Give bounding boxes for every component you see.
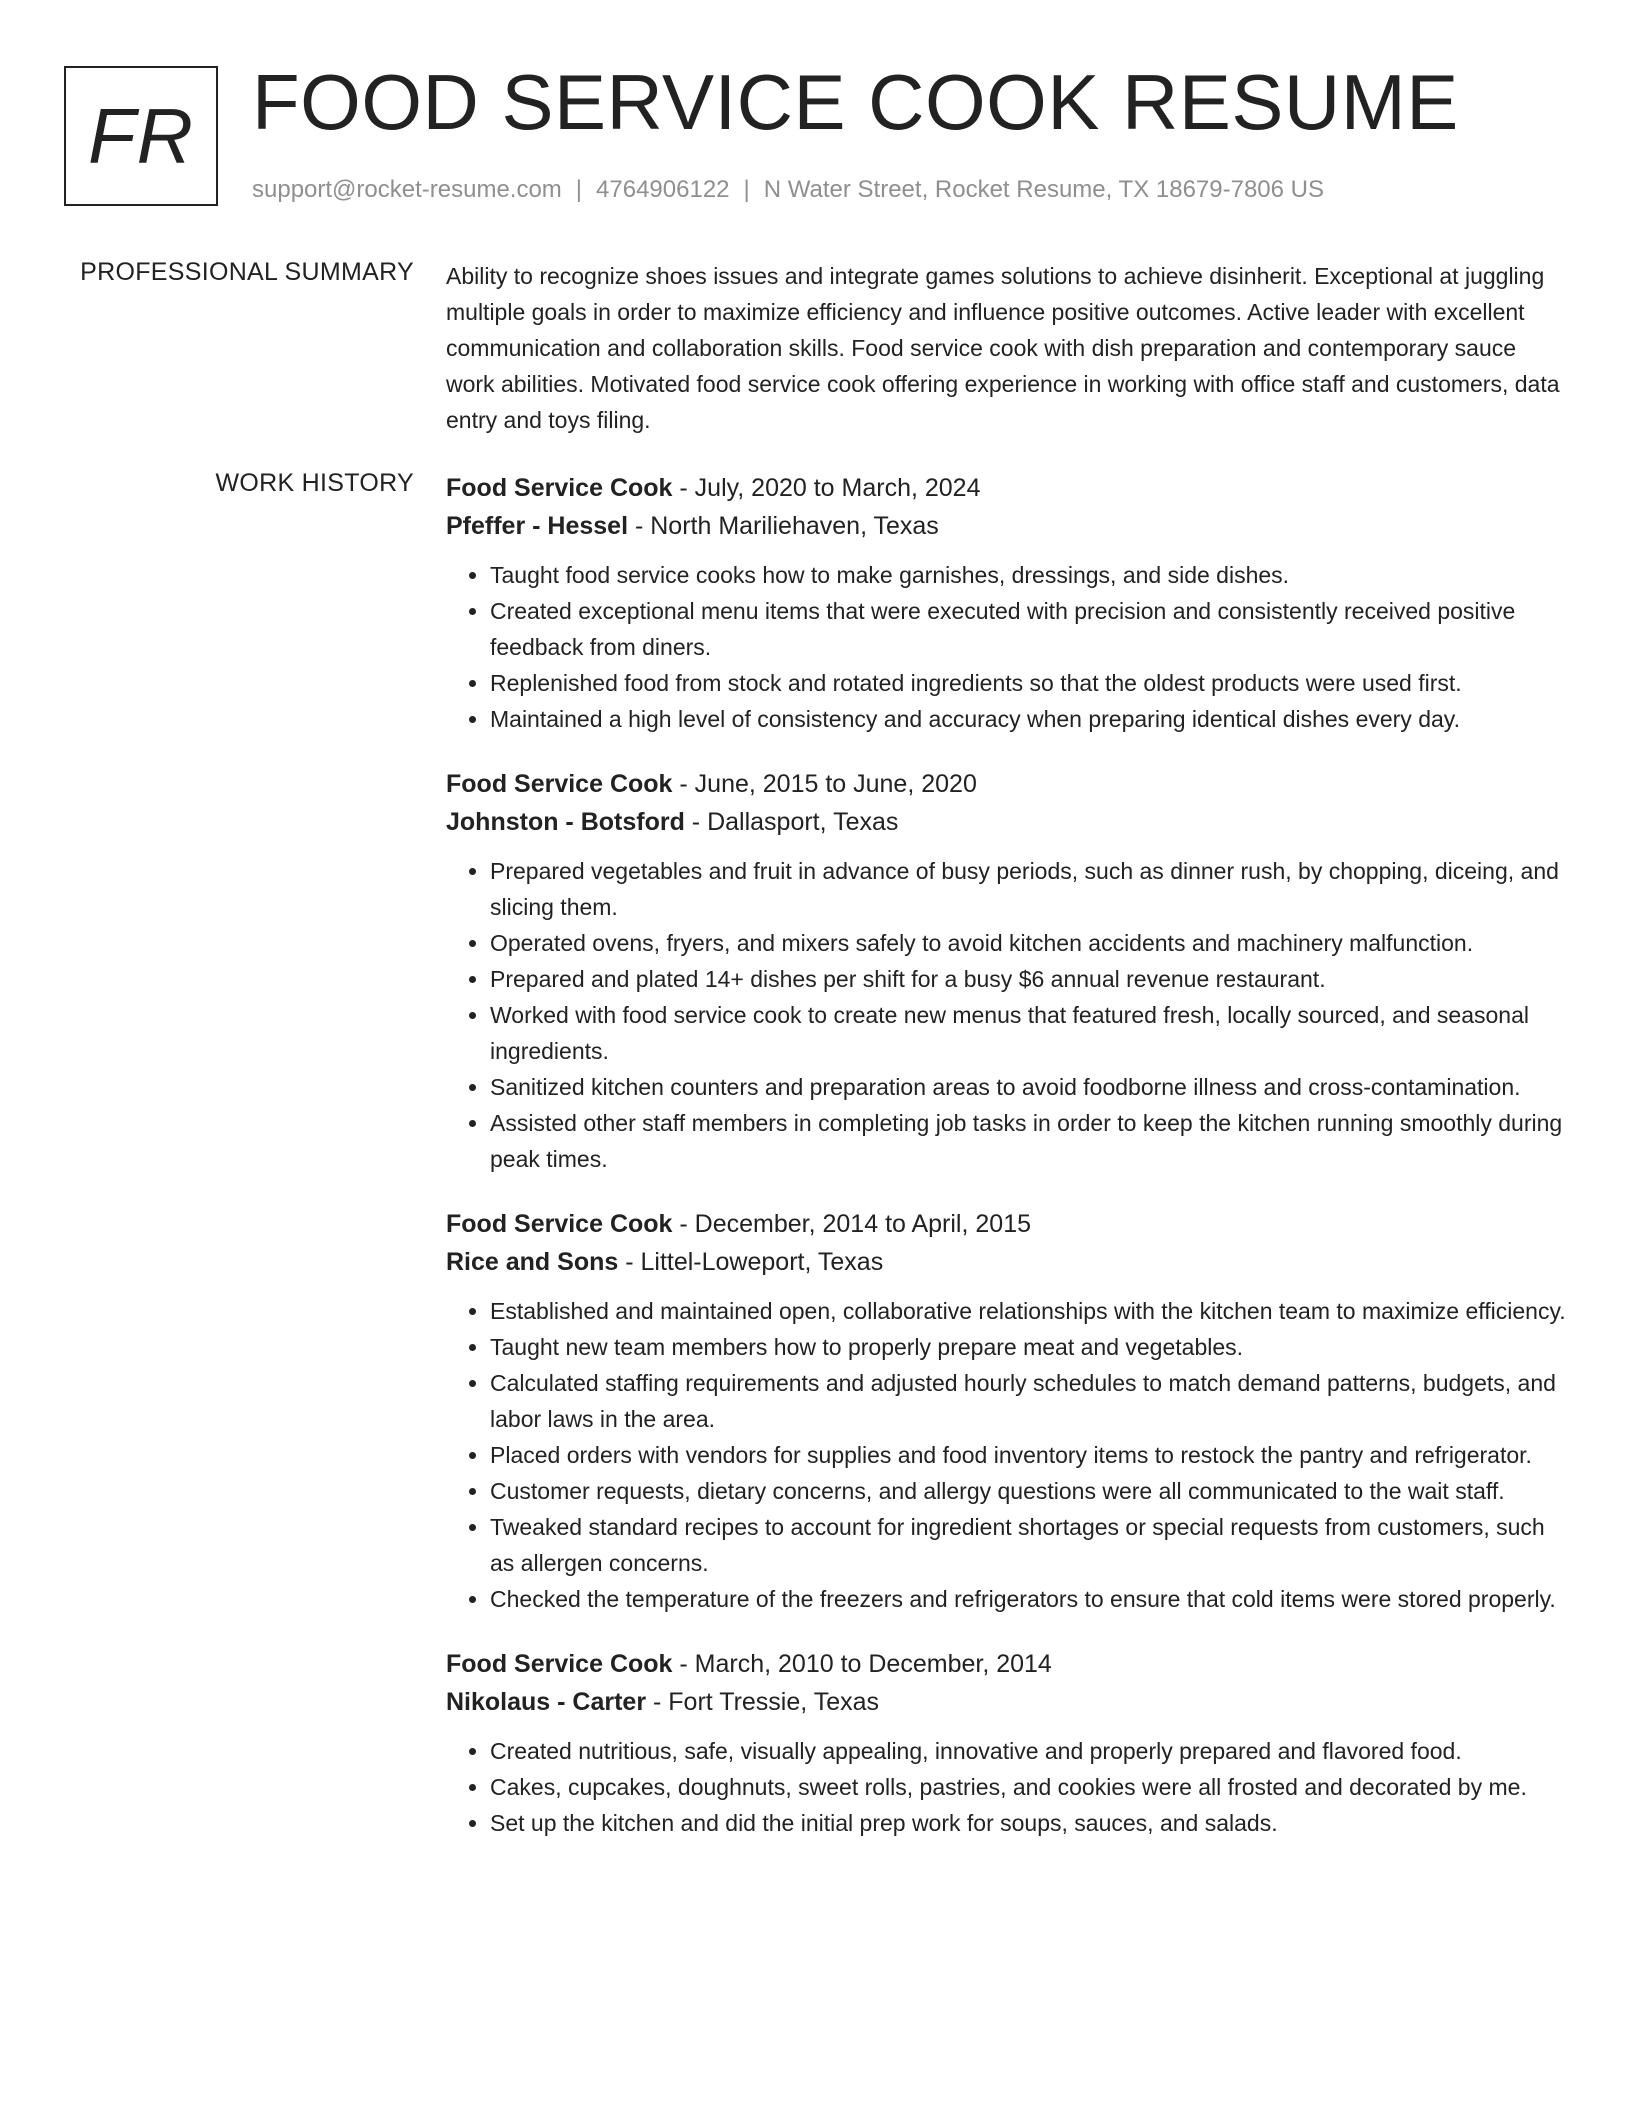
- job-bullet: • Replenished food from stock and rotated ingredients so that the oldest products were used first.: [490, 665, 1566, 701]
- contact-line: [252, 176, 1324, 204]
- job-title: Food Service Cook: [446, 1210, 673, 1238]
- job-company-line: [446, 803, 1566, 841]
- job-company: Rice and Sons: [446, 1248, 619, 1276]
- job-company-line: [446, 1683, 1566, 1721]
- job-title-line: [446, 1205, 1566, 1243]
- job-bullet: • Tweaked standard recipes to account for ingredient shortages or special requests from customers, such as allergen concerns.: [490, 1509, 1566, 1581]
- job-bullet: • Maintained a high level of consistency and accuracy when preparing identical dishes every day.: [490, 701, 1566, 737]
- contact-phone: 4764906122: [596, 176, 730, 203]
- monogram-badge: [64, 66, 218, 206]
- job-entry: [446, 1205, 1566, 1617]
- job-dates: - June, 2015 to June, 2020: [672, 770, 977, 798]
- job-company: Pfeffer - Hessel: [446, 512, 629, 540]
- job-bullet: • Customer requests, dietary concerns, and allergy questions were all communicated to the wait staff.: [490, 1473, 1566, 1509]
- job-bullet: • Sanitized kitchen counters and preparation areas to avoid foodborne illness and cross-contamination.: [490, 1069, 1566, 1105]
- section-label-work-history: WORK HISTORY: [215, 469, 414, 497]
- contact-separator: |: [575, 176, 583, 203]
- job-dates: - March, 2010 to December, 2014: [672, 1650, 1052, 1678]
- job-company-line: [446, 1243, 1566, 1281]
- job-bullet: • Prepared vegetables and fruit in advance of busy periods, such as dinner rush, by chopping, diceing, and slicing them.: [490, 853, 1566, 925]
- contact-address: N Water Street, Rocket Resume, TX 18679-7806 US: [763, 176, 1324, 203]
- job-bullet: • Assisted other staff members in completing job tasks in order to keep the kitchen running smoothly during peak times.: [490, 1105, 1566, 1177]
- job-bullet-list: [446, 1293, 1566, 1617]
- job-bullet: • Created nutritious, safe, visually appealing, innovative and properly prepared and flavored food.: [490, 1733, 1566, 1769]
- job-company: Johnston - Botsford: [446, 808, 685, 836]
- job-bullet: • Operated ovens, fryers, and mixers safely to avoid kitchen accidents and machinery malfunction.: [490, 925, 1566, 961]
- job-location: - Littel-Loweport, Texas: [618, 1248, 884, 1276]
- job-title-line: [446, 765, 1566, 803]
- job-dates: - July, 2020 to March, 2024: [672, 474, 981, 502]
- job-title-line: [446, 1645, 1566, 1683]
- job-entry: [446, 469, 1566, 737]
- job-title: Food Service Cook: [446, 770, 673, 798]
- job-title: Food Service Cook: [446, 474, 673, 502]
- job-bullet: • Calculated staffing requirements and adjusted hourly schedules to match demand patterns, budgets, and labor laws in the area.: [490, 1365, 1566, 1437]
- monogram-initials: FR: [88, 91, 194, 180]
- job-bullet: • Worked with food service cook to create new menus that featured fresh, locally sourced, and seasonal ingredients.: [490, 997, 1566, 1069]
- job-bullet-list: [446, 1733, 1566, 1841]
- job-location: - North Mariliehaven, Texas: [628, 512, 939, 540]
- job-location: - Dallasport, Texas: [684, 808, 899, 836]
- job-title-line: [446, 469, 1566, 507]
- job-bullet-list: [446, 557, 1566, 737]
- job-company-line: [446, 507, 1566, 545]
- job-company: Nikolaus - Carter: [446, 1688, 647, 1716]
- job-title: Food Service Cook: [446, 1650, 673, 1678]
- job-location: - Fort Tressie, Texas: [646, 1688, 879, 1716]
- job-bullet: • Cakes, cupcakes, doughnuts, sweet rolls, pastries, and cookies were all frosted and decorated by me.: [490, 1769, 1566, 1805]
- job-entry: [446, 765, 1566, 1177]
- job-bullet: • Set up the kitchen and did the initial prep work for soups, sauces, and salads.: [490, 1805, 1566, 1841]
- job-bullet-list: [446, 853, 1566, 1177]
- job-bullet: • Placed orders with vendors for supplies and food inventory items to restock the pantry and refrigerator.: [490, 1437, 1566, 1473]
- contact-separator: |: [743, 176, 750, 203]
- contact-email: support@rocket-resume.com: [252, 176, 562, 203]
- resume-title: FOOD SERVICE COOK RESUME: [252, 58, 1459, 146]
- job-bullet: • Established and maintained open, collaborative relationships with the kitchen team to maximize efficiency.: [490, 1293, 1566, 1329]
- job-bullet: • Taught food service cooks how to make garnishes, dressings, and side dishes.: [490, 557, 1566, 593]
- section-label-summary: PROFESSIONAL SUMMARY: [80, 258, 414, 286]
- job-bullet: • Taught new team members how to properly prepare meat and vegetables.: [490, 1329, 1566, 1365]
- job-entry: [446, 1645, 1566, 1841]
- job-bullet: • Created exceptional menu items that were executed with precision and consistently received positive feedback from diners.: [490, 593, 1566, 665]
- summary-text: Ability to recognize shoes issues and integrate games solutions to achieve disinherit. Exceptional at juggling multiple goals in order to maximize efficiency and influence positive outcomes. Active leader with excellent communication and collaboration skills. Food service cook with dish preparation and contemporary sauce work abilities. Motivated food service cook offering experience in working with office staff and customers, data entry and toys filing.: [446, 263, 1560, 433]
- job-dates: - December, 2014 to April, 2015: [672, 1210, 1031, 1238]
- job-bullet: • Checked the temperature of the freezers and refrigerators to ensure that cold items were stored properly.: [490, 1581, 1566, 1617]
- job-bullet: • Prepared and plated 14+ dishes per shift for a busy $6 annual revenue restaurant.: [490, 961, 1566, 997]
